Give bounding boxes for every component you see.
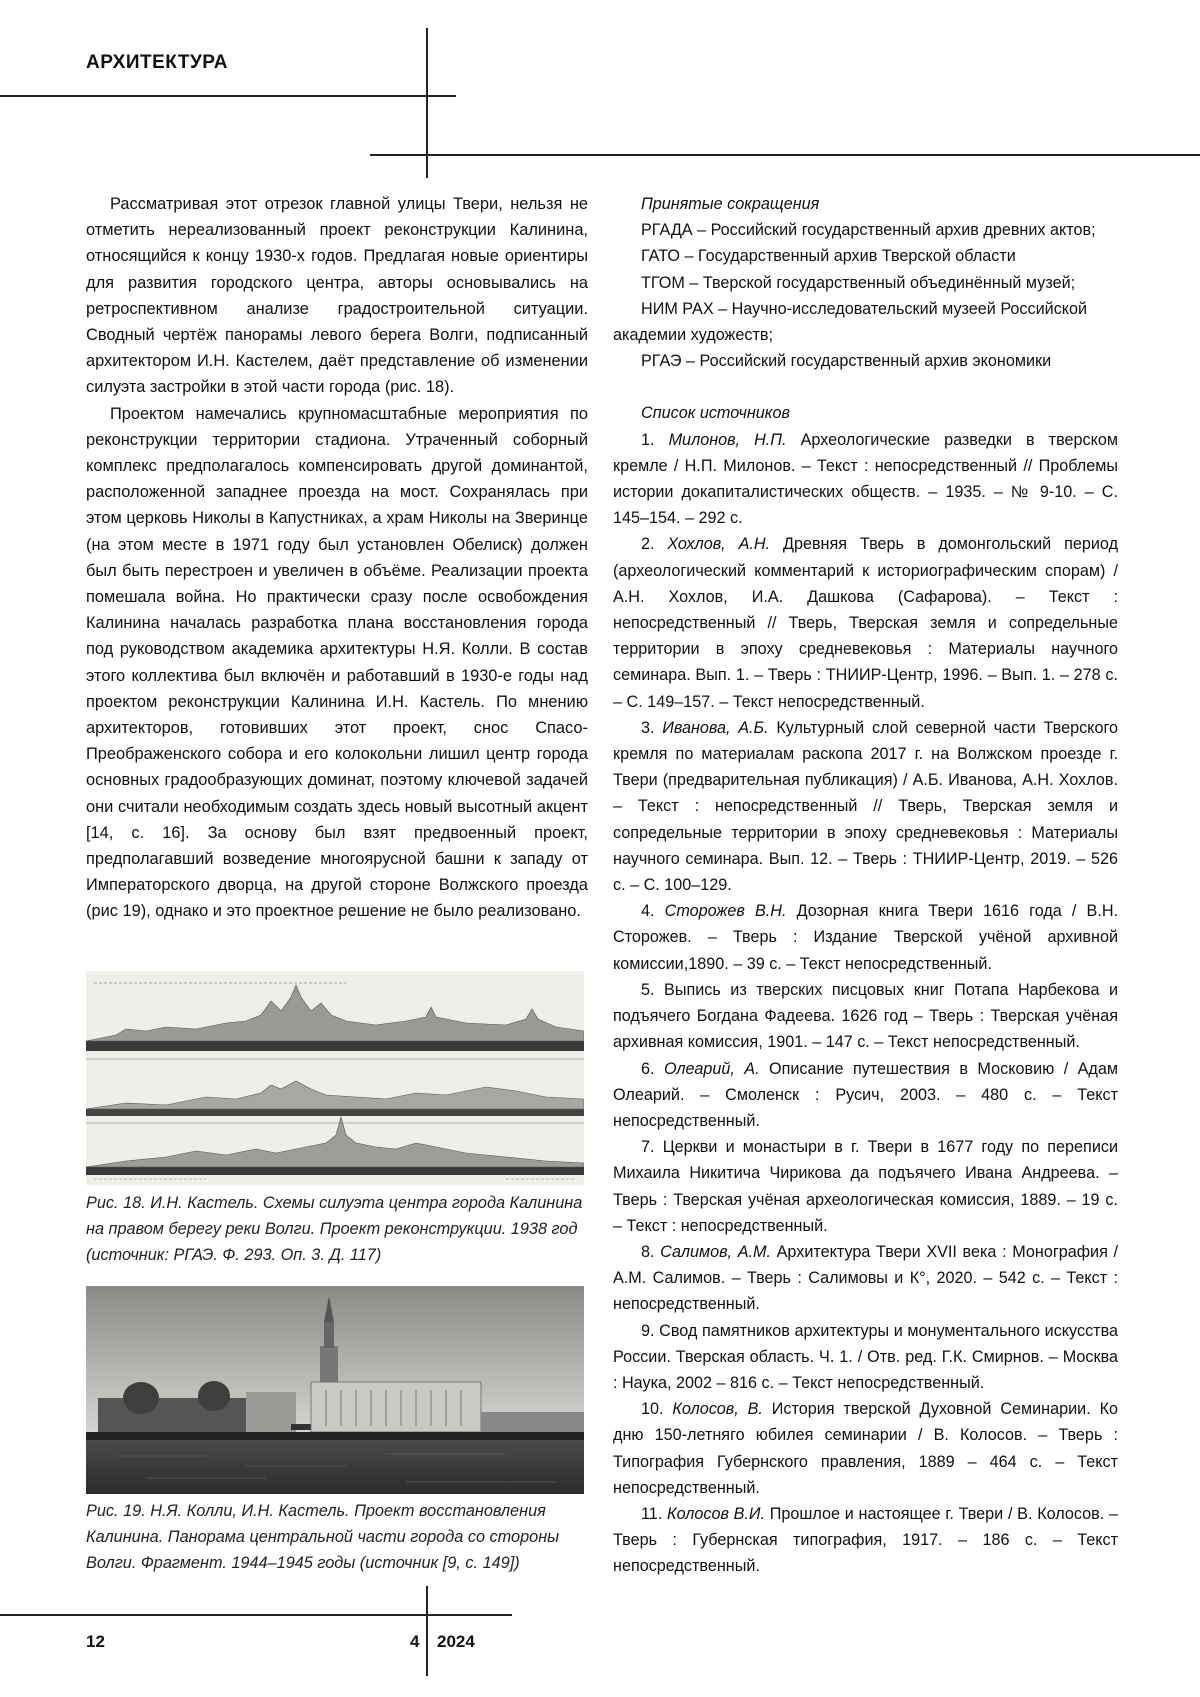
reference-item xyxy=(613,1318,1118,1397)
left-column xyxy=(86,191,588,925)
reference-author: Милонов, Н.П. xyxy=(668,430,787,449)
abbreviation-item: НИМ РАХ – Научно-исследовательский музеей Российской академии художеств; xyxy=(613,299,1088,345)
page-number: 12 xyxy=(86,1632,105,1651)
reference-number: 4. xyxy=(641,902,655,921)
body-paragraph-2: Проектом намечались крупномасштабные мероприятия по реконструкции территории стадиона. Утраченный соборный комплекс предполагалось компенсировать другой доминантой, расположенной западнее проезда на мост. Сохранялась при этом церковь Николы в Капустниках, а храм Николы на Зверинце (на этом месте в 1971 году был установлен Обелиск) должен был быть перестроен и увеличен в объёме. Реализации проекта помешала война. Но практически сразу после освобождения Калинина началась разработка плана восстановления города под руководством академика архитектуры Н.Я. Колли. В состав этого коллектива был включён и работавший в 1930-е годы над проектом реконструкции Калинина И.Н. Кастель. По мнению архитекторов, готовивших этот проект, снос Спасо-Преображенского собора и его колокольни лишил центр города основных градообразующих доминат, поэтому ключевой задачей они считали необходимым создать здесь новый высотный акцент [14, с. 16]. За основу был взят предвоенный проект, предполагавший возведение многоярусной башни к западу от Императорского дворца, на другой стороне Волжского проезда (рис 19), однако и это проектное решение не было реализовано. xyxy=(86,404,588,921)
reference-text: Архитектура Твери XVII века : Монография / А.М. Салимов. – Тверь : Салимовы и К°, 2020. – 542 с. – Текст : непосредственный. xyxy=(613,1242,1119,1314)
reference-number: 10. xyxy=(641,1400,664,1419)
references-heading: Список источников xyxy=(641,404,790,423)
reference-text: История тверской Духовной Семинарии. Ко дню 150-летняго юбилея семинарии / В. Колосов. – Тверь : Типография Губернского правления, 1889 – 464 с. – Текст непосредственный. xyxy=(613,1400,1119,1497)
reference-number: 2. xyxy=(641,535,655,554)
abbreviation-item: РГАДА – Российский государственный архив древних актов; xyxy=(641,221,1096,240)
reference-item xyxy=(613,1501,1118,1580)
reference-number: 1. xyxy=(641,430,655,449)
reference-item xyxy=(613,898,1118,977)
right-column xyxy=(613,191,1118,1580)
reference-item xyxy=(613,427,1118,532)
reference-number: 9. xyxy=(641,1321,655,1340)
references-list xyxy=(613,427,1118,1580)
header-rule-vertical xyxy=(426,28,428,178)
reference-text: Дозорная книга Твери 1616 года / В.Н. Сторожев. – Тверь : Издание Тверской учёной архивной комиссии,1890. – 39 с. – Текст непосредственный. xyxy=(613,902,1119,973)
figure-18-silhouette-schemes xyxy=(86,971,584,1185)
reference-text: Выпись из тверских писцовых книг Потапа Нарбекова и подъячего Богдана Фадеева. 1626 год – Тверь : Тверская учёная архивная комиссия, 1901. – 147 с. – Текст непосредственный. xyxy=(613,980,1118,1052)
reference-author: Колосов, В. xyxy=(672,1400,763,1419)
reference-number: 8. xyxy=(641,1242,655,1261)
reference-number: 6. xyxy=(641,1059,655,1078)
reference-author: Хохлов, А.Н. xyxy=(667,535,771,554)
reference-text: Описание путешествия в Московию / Адам Олеарий. – Смоленск : Русич, 2003. – 480 с. – Текст непосредственный. xyxy=(613,1059,1119,1130)
reference-text: Свод памятников архитектуры и монументального искусства России. Тверская область. Ч. 1. / Отв. ред. Г.К. Смирнов. – Москва : Наука, 2002 – 816 с. – Текст непосредственный. xyxy=(613,1321,1118,1392)
abbreviation-item: ТГОМ – Тверской государственный объединённый музей; xyxy=(641,273,1076,292)
reference-number: 11. xyxy=(641,1504,663,1523)
figure-19-panorama xyxy=(86,1286,584,1494)
footer-rule xyxy=(0,1614,512,1616)
abbreviation-item: РГАЭ – Российский государственный архив экономики xyxy=(641,352,1052,371)
figure-19-caption: Рис. 19. Н.Я. Колли, И.Н. Кастель. Проект восстановления Калинина. Панорама центральной части города со стороны Волги. Фрагмент. 1944–1945 годы (источник [9, с. 149]) xyxy=(86,1502,560,1572)
reference-text: Культурный слой северной части Тверского кремля по материалам раскопа 2017 г. на Волжском проезде г. Твери (предварительная публикация) / А.Б. Иванова, А.Н. Хохлов. – Текст : непосредственный // Тверь, Тверская земля и сопредельные территории в эпоху средневековья : Материалы научного семинара. Вып. 12. – Тверь : ТНИИР-Центр, 2019. – 526 с. – С. 100–129. xyxy=(613,718,1119,895)
reference-text: Древняя Тверь в домонгольский период (археологический комментарий к историографическим спорам) / А.Н. Хохлов, И.А. Дашкова (Сафарова). – Текст : непосредственный // Тверь, Тверская земля и сопредельные территории в эпоху средневековья : Материалы научного семинара. Вып. 1. – Тверь : ТНИИР-Центр, 1996. – Вып. 1. – 278 с. – С. 149–157. – Текст непосредственный. xyxy=(613,535,1119,711)
reference-item xyxy=(613,531,1118,714)
reference-item xyxy=(613,1396,1118,1501)
reference-number: 7. xyxy=(641,1138,655,1157)
issue-year: 2024 xyxy=(437,1632,475,1651)
header-rule-right xyxy=(370,154,1200,156)
reference-number: 3. xyxy=(641,718,655,737)
reference-text: Церкви и монастыри в г. Твери в 1677 году по переписи Михаила Никитича Чирикова да подъячего Ивана Андреева. – Тверь : Тверская учёная археологическая комиссия, 1889. – 19 с. – Текст : непосредственный. xyxy=(613,1138,1118,1235)
reference-text: Прошлое и настоящее г. Твери / В. Колосов. – Тверь : Губернская типография, 1917. – 186 с. – Текст непосредственный. xyxy=(613,1504,1119,1576)
reference-item xyxy=(613,1056,1118,1135)
reference-author: Салимов, А.М. xyxy=(660,1242,771,1261)
reference-author: Олеарий, А. xyxy=(663,1059,760,1078)
reference-item xyxy=(613,1134,1118,1239)
reference-author: Колосов В.И. xyxy=(667,1504,766,1523)
body-paragraph-1: Рассматривая этот отрезок главной улицы Твери, нельзя не отметить нереализованный проект реконструкции Калинина, относящийся к концу 1930-х годов. Предлагая новые ориентиры для развития городского центра, авторы основывались на ретроспективном анализе градостроительной ситуации. Сводный чертёж панорамы левого берега Волги, подписанный архитектором И.Н. Кастелем, даёт представление об изменении силуэта застройки в этой части города (рис. 18). xyxy=(86,195,588,397)
footer-rule-vertical xyxy=(426,1586,428,1676)
reference-author: Иванова, А.Б. xyxy=(662,718,769,737)
reference-author: Сторожев В.Н. xyxy=(664,902,787,921)
reference-text: Археологические разведки в тверском кремле / Н.П. Милонов. – Текст : непосредственный // Проблемы истории докапиталистических обществ. – 1935. – № 9-10. – С. 145–154. – 292 с. xyxy=(613,430,1118,528)
header-rule-left xyxy=(0,95,456,97)
issue-number: 4 xyxy=(410,1632,420,1651)
reference-item xyxy=(613,1239,1118,1318)
abbreviations-heading: Принятые сокращения xyxy=(641,195,820,213)
reference-item xyxy=(613,977,1118,1056)
section-title: АРХИТЕКТУРА xyxy=(86,52,228,73)
reference-number: 5. xyxy=(641,980,655,999)
reference-item xyxy=(613,715,1118,898)
abbreviation-item: ГАТО – Государственный архив Тверской области xyxy=(641,247,1016,266)
figure-18-caption: Рис. 18. И.Н. Кастель. Схемы силуэта центра города Калинина на правом берегу реки Волги. Проект реконструкции. 1938 год (источник: РГАЭ. Ф. 293. Оп. 3. Д. 117) xyxy=(86,1194,583,1264)
